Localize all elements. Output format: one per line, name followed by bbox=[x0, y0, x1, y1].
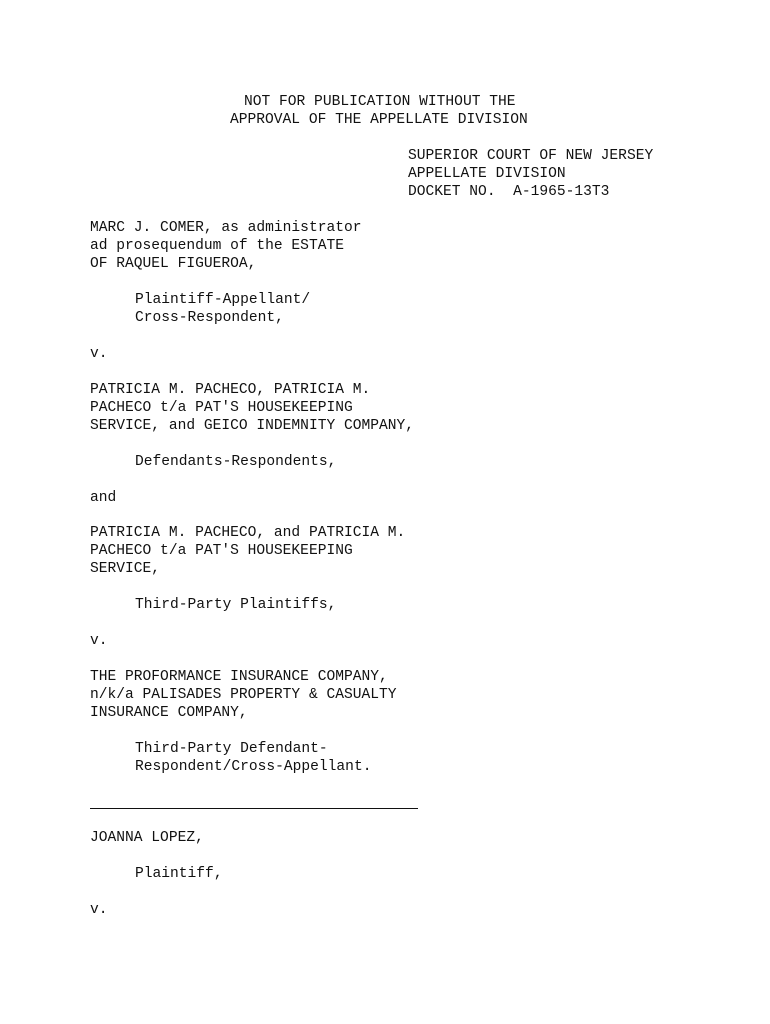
party-4-line: INSURANCE COMPANY, bbox=[90, 705, 248, 721]
party-3-line: PATRICIA M. PACHECO, and PATRICIA M. bbox=[90, 525, 406, 541]
party-1-line: MARC J. COMER, as administrator bbox=[90, 220, 362, 236]
party-2-line: PATRICIA M. PACHECO, PATRICIA M. bbox=[90, 382, 371, 398]
court-name: SUPERIOR COURT OF NEW JERSEY bbox=[408, 148, 654, 164]
party-4-line: n/k/a PALISADES PROPERTY & CASUALTY bbox=[90, 687, 397, 703]
party-3-role: Third-Party Plaintiffs, bbox=[135, 597, 337, 613]
party-1-role: Plaintiff-Appellant/ bbox=[135, 292, 311, 308]
conjunction-label: and bbox=[90, 490, 117, 506]
party-1-role: Cross-Respondent, bbox=[135, 310, 284, 326]
docket-number: DOCKET NO. A-1965-13T3 bbox=[408, 184, 610, 200]
party-2-line: PACHECO t/a PAT'S HOUSEKEEPING bbox=[90, 400, 353, 416]
party-1-line: OF RAQUEL FIGUEROA, bbox=[90, 256, 257, 272]
court-division: APPELLATE DIVISION bbox=[408, 166, 566, 182]
publication-notice-line-2: APPROVAL OF THE APPELLATE DIVISION bbox=[230, 112, 528, 128]
party-3-line: SERVICE, bbox=[90, 561, 161, 577]
second-caption-party-1-role: Plaintiff, bbox=[135, 866, 223, 882]
party-4-role: Respondent/Cross-Appellant. bbox=[135, 759, 372, 775]
party-2-role: Defendants-Respondents, bbox=[135, 454, 337, 470]
party-4-role: Third-Party Defendant- bbox=[135, 741, 328, 757]
party-2-line: SERVICE, and GEICO INDEMNITY COMPANY, bbox=[90, 418, 415, 434]
party-4-line: THE PROFORMANCE INSURANCE COMPANY, bbox=[90, 669, 388, 685]
second-caption-party-1: JOANNA LOPEZ, bbox=[90, 830, 204, 846]
versus-label: v. bbox=[90, 902, 108, 918]
publication-notice-line-1: NOT FOR PUBLICATION WITHOUT THE bbox=[244, 94, 516, 110]
party-3-line: PACHECO t/a PAT'S HOUSEKEEPING bbox=[90, 543, 353, 559]
party-1-line: ad prosequendum of the ESTATE bbox=[90, 238, 344, 254]
versus-label: v. bbox=[90, 633, 108, 649]
caption-separator-rule bbox=[90, 808, 418, 809]
versus-label: v. bbox=[90, 346, 108, 362]
